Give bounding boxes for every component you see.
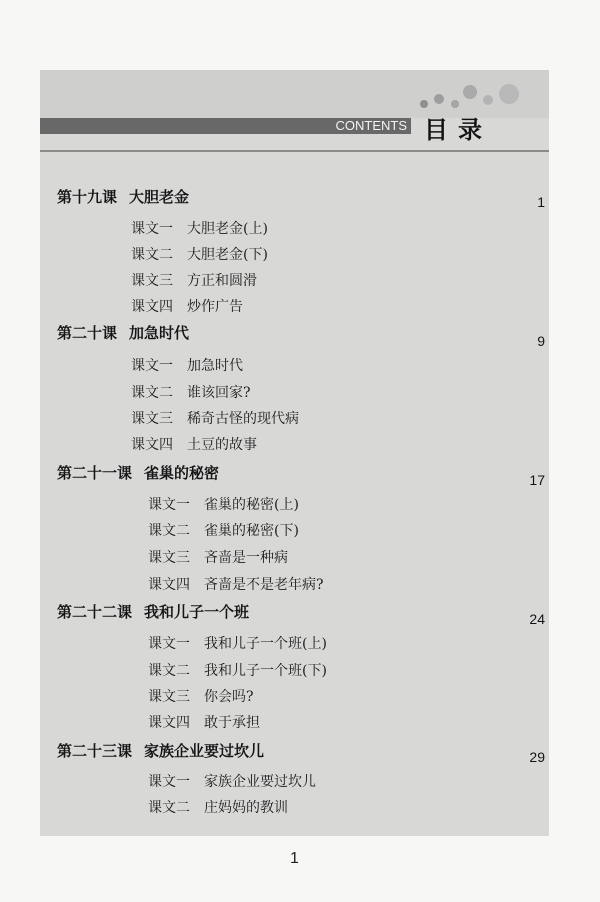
lesson-page-number: 1 — [537, 194, 545, 210]
page-title: 目录 — [424, 116, 492, 144]
lesson-title[interactable] — [57, 322, 189, 343]
text-entry[interactable] — [148, 771, 316, 791]
text-entry[interactable] — [148, 633, 327, 653]
contents-label: CONTENTS — [335, 118, 407, 133]
text-label: 课文二 — [131, 385, 173, 401]
lesson-name: 雀巢的秘密 — [144, 464, 220, 482]
text-entry[interactable] — [131, 244, 268, 264]
text-title: 土豆的故事 — [187, 437, 257, 453]
lesson-page-number: 17 — [529, 472, 545, 488]
text-title: 大胆老金(下) — [187, 247, 268, 263]
text-title: 雀巢的秘密(上) — [204, 497, 299, 513]
text-entry[interactable] — [131, 296, 243, 316]
page-number: 1 — [290, 850, 299, 867]
text-label: 课文二 — [148, 523, 190, 539]
lesson-title[interactable] — [57, 462, 219, 483]
text-entry[interactable] — [131, 382, 251, 402]
text-title: 雀巢的秘密(下) — [204, 523, 299, 539]
text-title: 方正和圆滑 — [187, 273, 257, 289]
text-title: 加急时代 — [187, 358, 243, 374]
lesson-page-number: 24 — [529, 611, 545, 627]
lesson-page-number: 29 — [529, 749, 545, 765]
lesson-title[interactable] — [57, 740, 264, 761]
text-entry[interactable] — [148, 547, 288, 567]
text-title: 吝啬是一种病 — [204, 550, 288, 566]
lesson-number: 第二十课 — [57, 324, 118, 342]
text-title: 我和儿子一个班(下) — [204, 663, 327, 679]
text-title: 家族企业要过坎儿 — [204, 774, 316, 790]
text-title: 敢于承担 — [204, 715, 260, 731]
text-entry[interactable] — [131, 408, 299, 428]
text-label: 课文三 — [131, 411, 173, 427]
lesson-title[interactable] — [57, 601, 249, 622]
lesson-page-number: 9 — [537, 333, 545, 349]
text-title: 我和儿子一个班(上) — [204, 636, 327, 652]
lesson-name: 大胆老金 — [129, 188, 190, 206]
text-entry[interactable] — [148, 686, 254, 706]
text-title: 稀奇古怪的现代病 — [187, 411, 299, 427]
lesson-name: 家族企业要过坎儿 — [144, 742, 265, 760]
text-label: 课文四 — [131, 437, 173, 453]
text-entry[interactable] — [131, 218, 268, 238]
text-entry[interactable] — [148, 660, 327, 680]
text-label: 课文二 — [131, 247, 173, 263]
text-title: 谁该回家? — [187, 385, 251, 401]
text-entry[interactable] — [131, 355, 243, 375]
text-label: 课文一 — [148, 636, 190, 652]
lesson-number: 第二十一课 — [57, 464, 133, 482]
text-entry[interactable] — [148, 797, 288, 817]
text-entry[interactable] — [131, 434, 257, 454]
lesson-title[interactable] — [57, 186, 189, 207]
text-label: 课文一 — [148, 497, 190, 513]
text-title: 吝啬是不是老年病? — [204, 577, 324, 593]
text-label: 课文一 — [131, 358, 173, 374]
text-entry[interactable] — [148, 712, 260, 732]
text-label: 课文二 — [148, 800, 190, 816]
text-title: 大胆老金(上) — [187, 221, 268, 237]
text-label: 课文四 — [148, 715, 190, 731]
lesson-number: 第二十三课 — [57, 742, 133, 760]
text-label: 课文二 — [148, 663, 190, 679]
text-label: 课文一 — [131, 221, 173, 237]
lesson-number: 第二十二课 — [57, 603, 133, 621]
lesson-name: 加急时代 — [129, 324, 190, 342]
text-label: 课文一 — [148, 774, 190, 790]
text-title: 庄妈妈的教训 — [204, 800, 288, 816]
text-label: 课文三 — [148, 689, 190, 705]
text-entry[interactable] — [131, 270, 257, 290]
text-entry[interactable] — [148, 520, 299, 540]
text-label: 课文三 — [131, 273, 173, 289]
lesson-name: 我和儿子一个班 — [144, 603, 250, 621]
text-label: 课文四 — [131, 299, 173, 315]
lesson-number: 第十九课 — [57, 188, 118, 206]
text-title: 你会吗? — [204, 689, 254, 705]
text-label: 课文三 — [148, 550, 190, 566]
text-entry[interactable] — [148, 494, 299, 514]
text-label: 课文四 — [148, 577, 190, 593]
text-title: 炒作广告 — [187, 299, 243, 315]
text-entry[interactable] — [148, 574, 324, 594]
